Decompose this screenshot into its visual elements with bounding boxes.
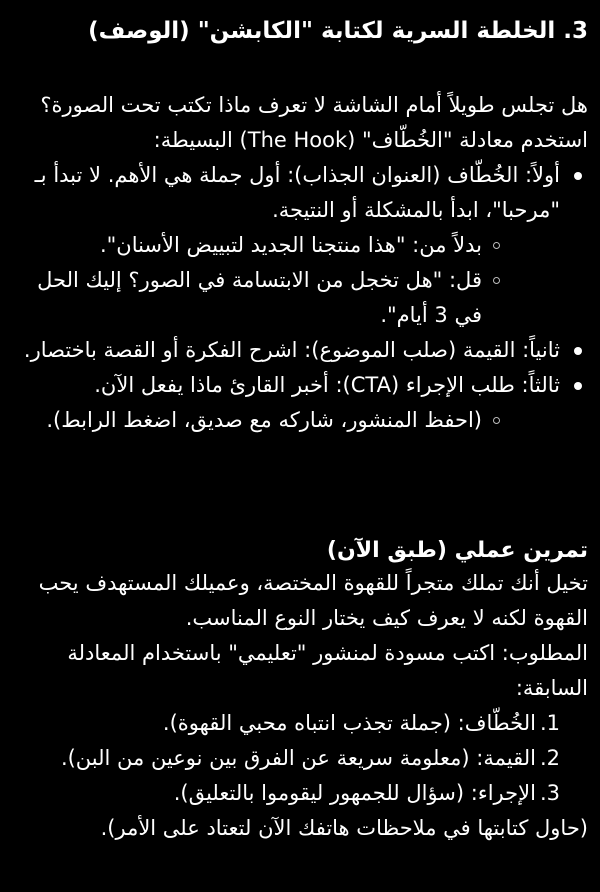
step-number: 3. — [539, 781, 560, 805]
bullet-text: أولاً: الخُطّاف (العنوان الجذاب): أول جملة هي الأهم. لا تبدأ بـ "مرحبا"، ابدأ بالمشكلة أو النتيجة. — [34, 163, 560, 222]
step-text: الخُطّاف: (جملة تجذب انتباه محبي القهوة). — [162, 711, 536, 735]
bullet-item-cta — [8, 368, 588, 438]
exercise-heading: تمرين عملي (طبق الآن) — [326, 538, 588, 563]
step-item — [8, 741, 588, 776]
hook-examples-list — [8, 228, 560, 333]
sub-bullet-item: (احفظ المنشور، شاركه مع صديق، اضغط الرابط). — [8, 403, 560, 438]
intro-paragraph: هل تجلس طويلاً أمام الشاشة لا تعرف ماذا تكتب تحت الصورة؟ استخدم معادلة "الخُطّاف" (The Hook) البسيطة: — [40, 93, 588, 152]
section-body — [8, 88, 588, 438]
exercise-note: (حاول كتابتها في ملاحظات هاتفك الآن لتعتاد على الأمر). — [100, 816, 588, 840]
step-text: القيمة: (معلومة سريعة عن الفرق بين نوعين من البن). — [60, 746, 536, 770]
step-number: 1. — [539, 711, 560, 735]
sub-bullet-item: بدلاً من: "هذا منتجنا الجديد لتبييض الأسنان". — [8, 228, 560, 263]
exercise-scenario: تخيل أنك تملك متجراً للقهوة المختصة، وعميلك المستهدف يحب القهوة لكنه لا يعرف كيف يختار النوع المناسب. — [38, 571, 588, 630]
bullet-item-value — [8, 333, 588, 368]
step-text: الإجراء: (سؤال للجمهور ليقوموا بالتعليق). — [173, 781, 536, 805]
step-number: 2. — [539, 746, 560, 770]
section-heading: 3. الخلطة السرية لكتابة "الكابشن" (الوصف) — [88, 18, 588, 44]
exercise-task: المطلوب: اكتب مسودة لمنشور "تعليمي" باستخدام المعادلة السابقة: — [67, 641, 588, 700]
step-item — [8, 776, 588, 811]
bullet-text: ثانياً: القيمة (صلب الموضوع): اشرح الفكرة أو القصة باختصار. — [23, 338, 560, 362]
exercise-steps-list — [8, 706, 588, 811]
sub-bullet-item: قل: "هل تخجل من الابتسامة في الصور؟ إليك الحل في 3 أيام". — [8, 263, 560, 333]
bullet-item-hook — [8, 158, 588, 333]
step-item — [8, 706, 588, 741]
formula-list — [8, 158, 588, 438]
cta-examples-list — [8, 403, 560, 438]
exercise-body — [8, 566, 588, 846]
bullet-text: ثالثاً: طلب الإجراء (CTA): أخبر القارئ ماذا يفعل الآن. — [94, 373, 560, 397]
